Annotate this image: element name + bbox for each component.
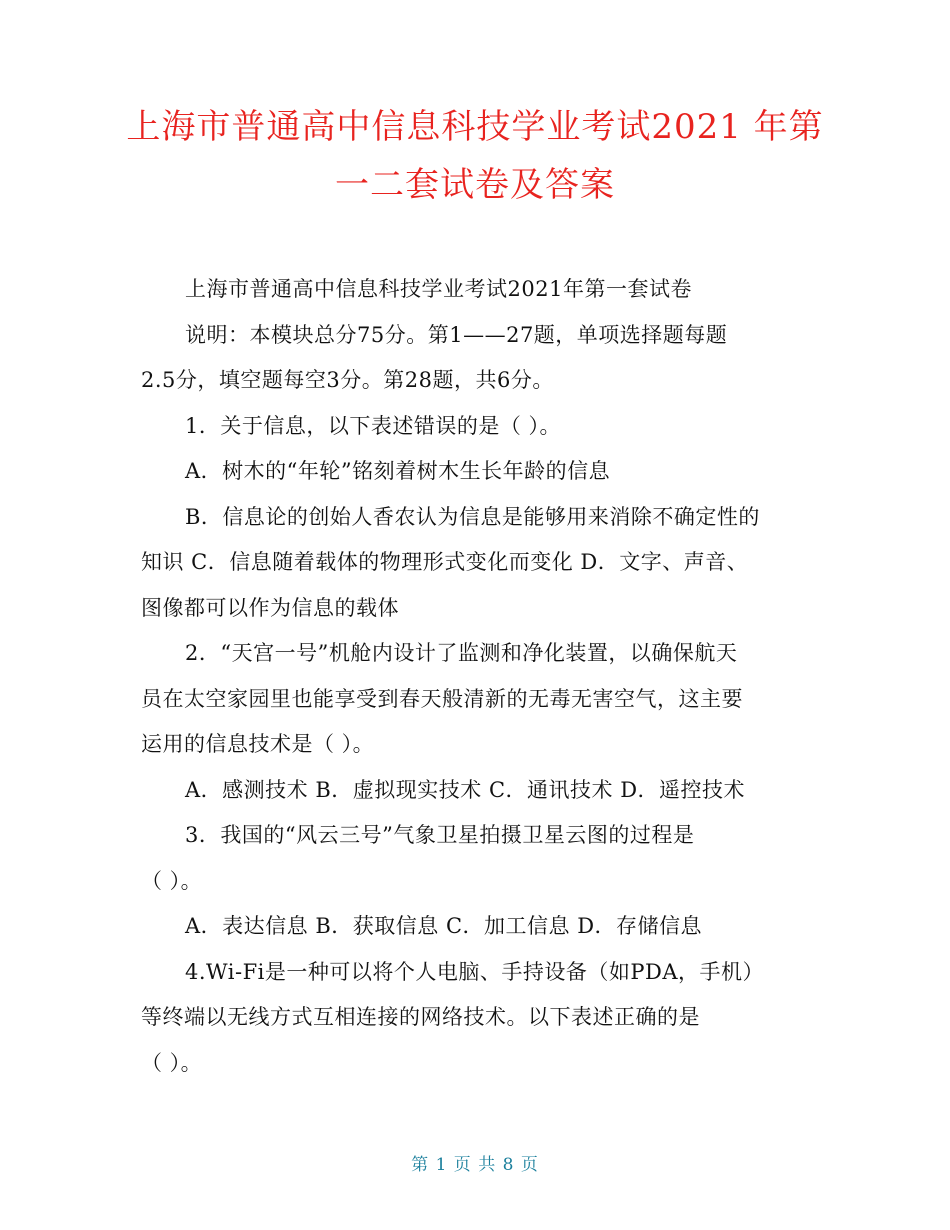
question-1-option-b-line-3: 图像都可以作为信息的载体 <box>141 595 399 620</box>
question-1-option-a: A．树木的“年轮”铭刻着树木生长年龄的信息 <box>185 459 611 483</box>
question-3-line-2: （ ）。 <box>141 868 203 893</box>
title-line-2: 一二套试卷及答案 <box>335 165 615 205</box>
instructions-line-1: 说明：本模块总分75分。第1——27题，单项选择题每题 <box>185 322 728 347</box>
document-title <box>120 98 830 214</box>
question-1-option-b-line-2: 知识 C．信息随着载体的物理形式变化而变化 D．文字、声音、 <box>141 550 749 574</box>
question-2-options: A．感测技术 B．虚拟现实技术 C．通讯技术 D．遥控技术 <box>185 777 746 802</box>
question-4-line-2: 等终端以无线方式互相连接的网络技术。以下表述正确的是 <box>141 1005 700 1029</box>
question-1-stem: 1．关于信息，以下表述错误的是（ ）。 <box>185 413 562 438</box>
question-4-line-1: 4.Wi-Fi是一种可以将个人电脑、手持设备（如PDA，手机） <box>185 959 764 984</box>
question-4-line-3: （ ）。 <box>141 1050 203 1075</box>
title-line-1: 上海市普通高中信息科技学业考试2021 年第 <box>126 107 824 147</box>
question-1-option-b-line-1: B．信息论的创始人香农认为信息是能够用来消除不确定性的 <box>185 504 760 529</box>
exam-heading: 上海市普通高中信息科技学业考试2021年第一套试卷 <box>185 277 692 301</box>
instructions-line-2: 2.5分，填空题每空3分。第28题，共6分。 <box>141 368 554 392</box>
question-3-options: A．表达信息 B．获取信息 C．加工信息 D．存储信息 <box>185 914 703 938</box>
question-2-line-3: 运用的信息技术是（ ）。 <box>141 732 375 756</box>
document-body <box>141 267 806 1086</box>
question-3-line-1: 3．我国的“风云三号”气象卫星拍摄卫星云图的过程是 <box>185 823 695 847</box>
page-footer: 第 1 页 共 8 页 <box>411 1155 539 1175</box>
question-2-line-2: 员在太空家园里也能享受到春天般清新的无毒无害空气，这主要 <box>141 686 743 711</box>
question-2-line-1: 2．“天宫一号”机舱内设计了监测和净化装置，以确保航天 <box>185 641 738 665</box>
